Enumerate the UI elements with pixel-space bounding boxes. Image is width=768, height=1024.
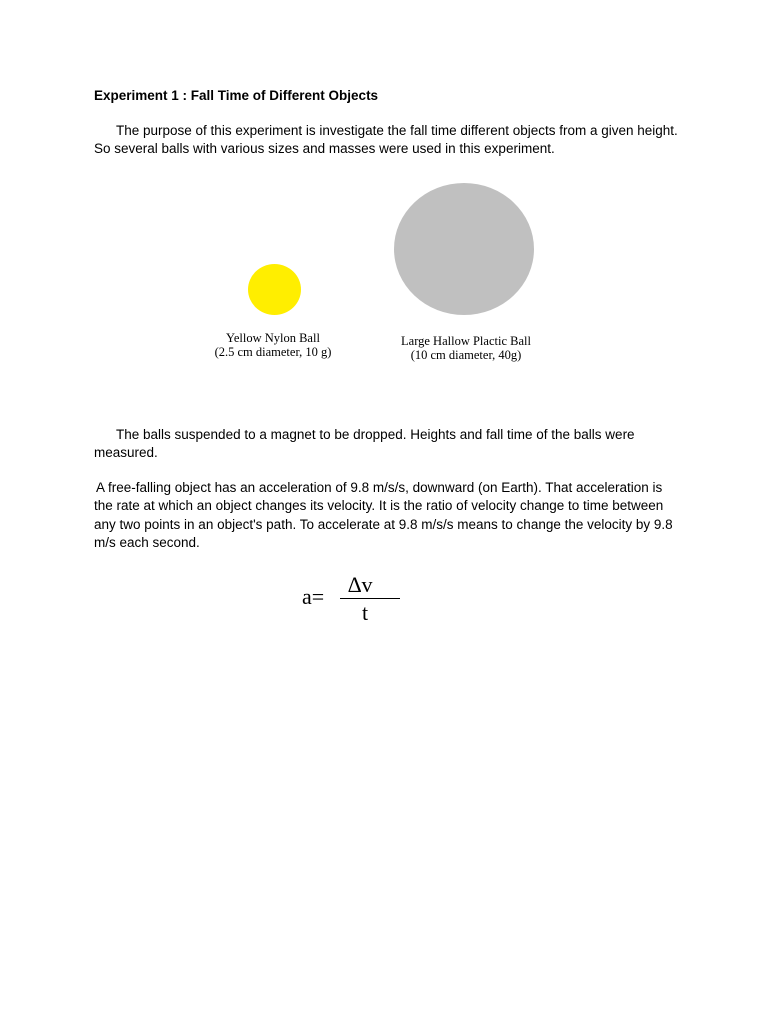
formula-numerator: ∆v — [348, 572, 373, 597]
acceleration-formula — [300, 572, 410, 628]
acceleration-paragraph: A free-falling object has an acceleration of 9.8 m/s/s, downward (on Earth). That acceleration is the rate at which an object changes its velocity. It is the ratio of velocity change to time between any two points in an object's path. To accelerate at 9.8 m/s/s means to change the velocity by 9.8 m/s each second. — [94, 480, 673, 551]
method-paragraph: The balls suspended to a magnet to be dropped. Heights and fall time of the balls were measured. — [94, 427, 635, 461]
formula-lhs: a= — [302, 584, 325, 609]
experiment-heading: Experiment 1 : Fall Time of Different Objects — [94, 88, 379, 103]
fraction-bar — [340, 598, 400, 599]
large-plastic-ball-image — [394, 183, 534, 315]
large-ball-name: Large Hallow Plactic Ball — [401, 334, 531, 348]
yellow-ball-name: Yellow Nylon Ball — [226, 331, 320, 345]
yellow-ball-detail: (2.5 cm diameter, 10 g) — [214, 344, 332, 359]
yellow-nylon-ball-image — [248, 264, 301, 315]
large-ball-caption — [386, 335, 546, 362]
large-ball-detail: (10 cm diameter, 40g) — [410, 347, 522, 362]
yellow-ball-caption — [193, 332, 353, 359]
purpose-paragraph: The purpose of this experiment is investigate the fall time different objects from a given height. So several balls with various sizes and masses were used in this experiment. — [94, 123, 678, 157]
formula-denominator: t — [362, 600, 369, 625]
